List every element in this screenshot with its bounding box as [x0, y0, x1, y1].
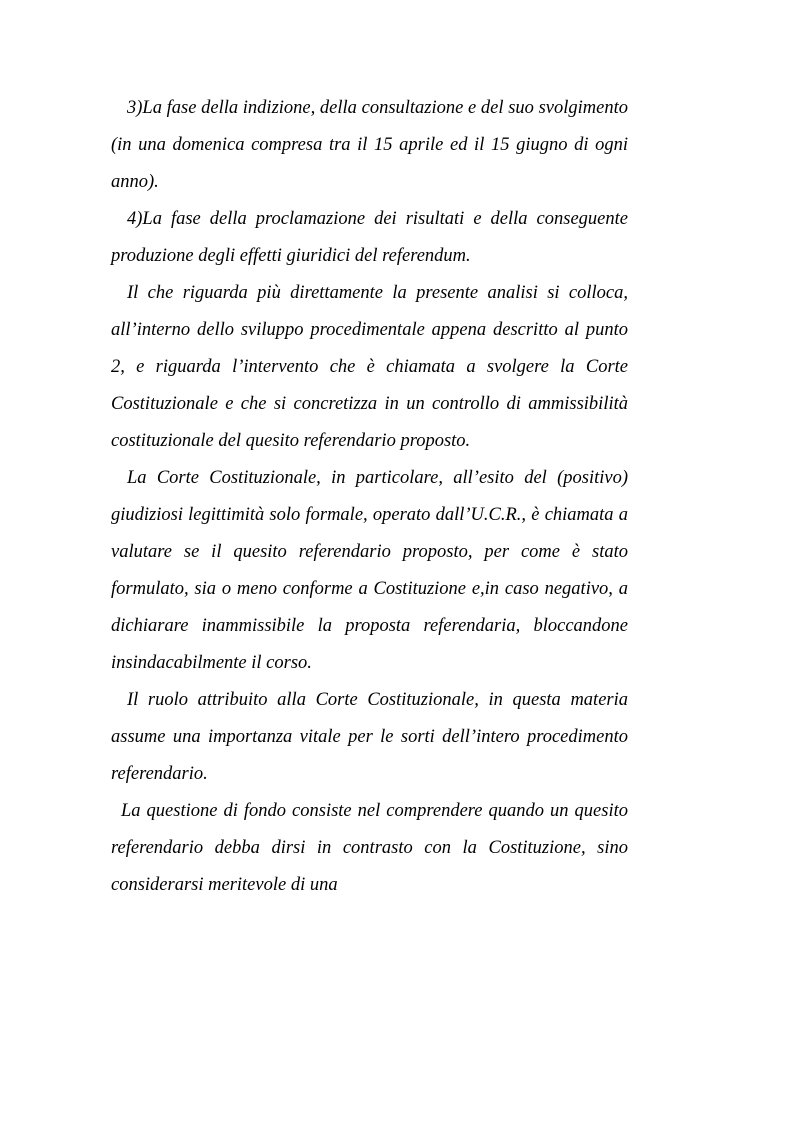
paragraph-phase-4: 4)La fase della proclamazione dei risultati e della conseguente produzione degli effetti giuridici del referendum. — [111, 209, 628, 266]
document-page — [111, 90, 628, 904]
paragraph-corte-costituzionale: La Corte Costituzionale, in particolare, all’esito del (positivo) giudiziosi legittimità solo formale, operato dall’U.C.R., è chiamata a valutare se il quesito referendario proposto, per come è stato formulato, sia o meno conforme a Costituzione e,in caso negativo, a dichiarare inammissibile la proposta referendaria, bloccandone insindacabilmente il corso. — [111, 468, 628, 673]
paragraph-questione: La questione di fondo consiste nel comprendere quando un quesito referendario debba dirsi in contrasto con la Costituzione, sino considerarsi meritevole di una — [111, 801, 628, 895]
paragraph-ruolo: Il ruolo attribuito alla Corte Costituzionale, in questa materia assume una importanza vitale per le sorti dell’intero procedimento referendario. — [111, 690, 628, 784]
paragraph-phase-3: 3)La fase della indizione, della consultazione e del suo svolgimento (in una domenica compresa tra il 15 aprile ed il 15 giugno di ogni anno). — [111, 98, 628, 192]
paragraph-analysis: Il che riguarda più direttamente la presente analisi si colloca, all’interno dello sviluppo procedimentale appena descritto al punto 2, e riguarda l’intervento che è chiamata a svolgere la Corte Costituzionale e che si concretizza in un controllo di ammissibilità costituzionale del quesito referendario proposto. — [111, 283, 628, 451]
